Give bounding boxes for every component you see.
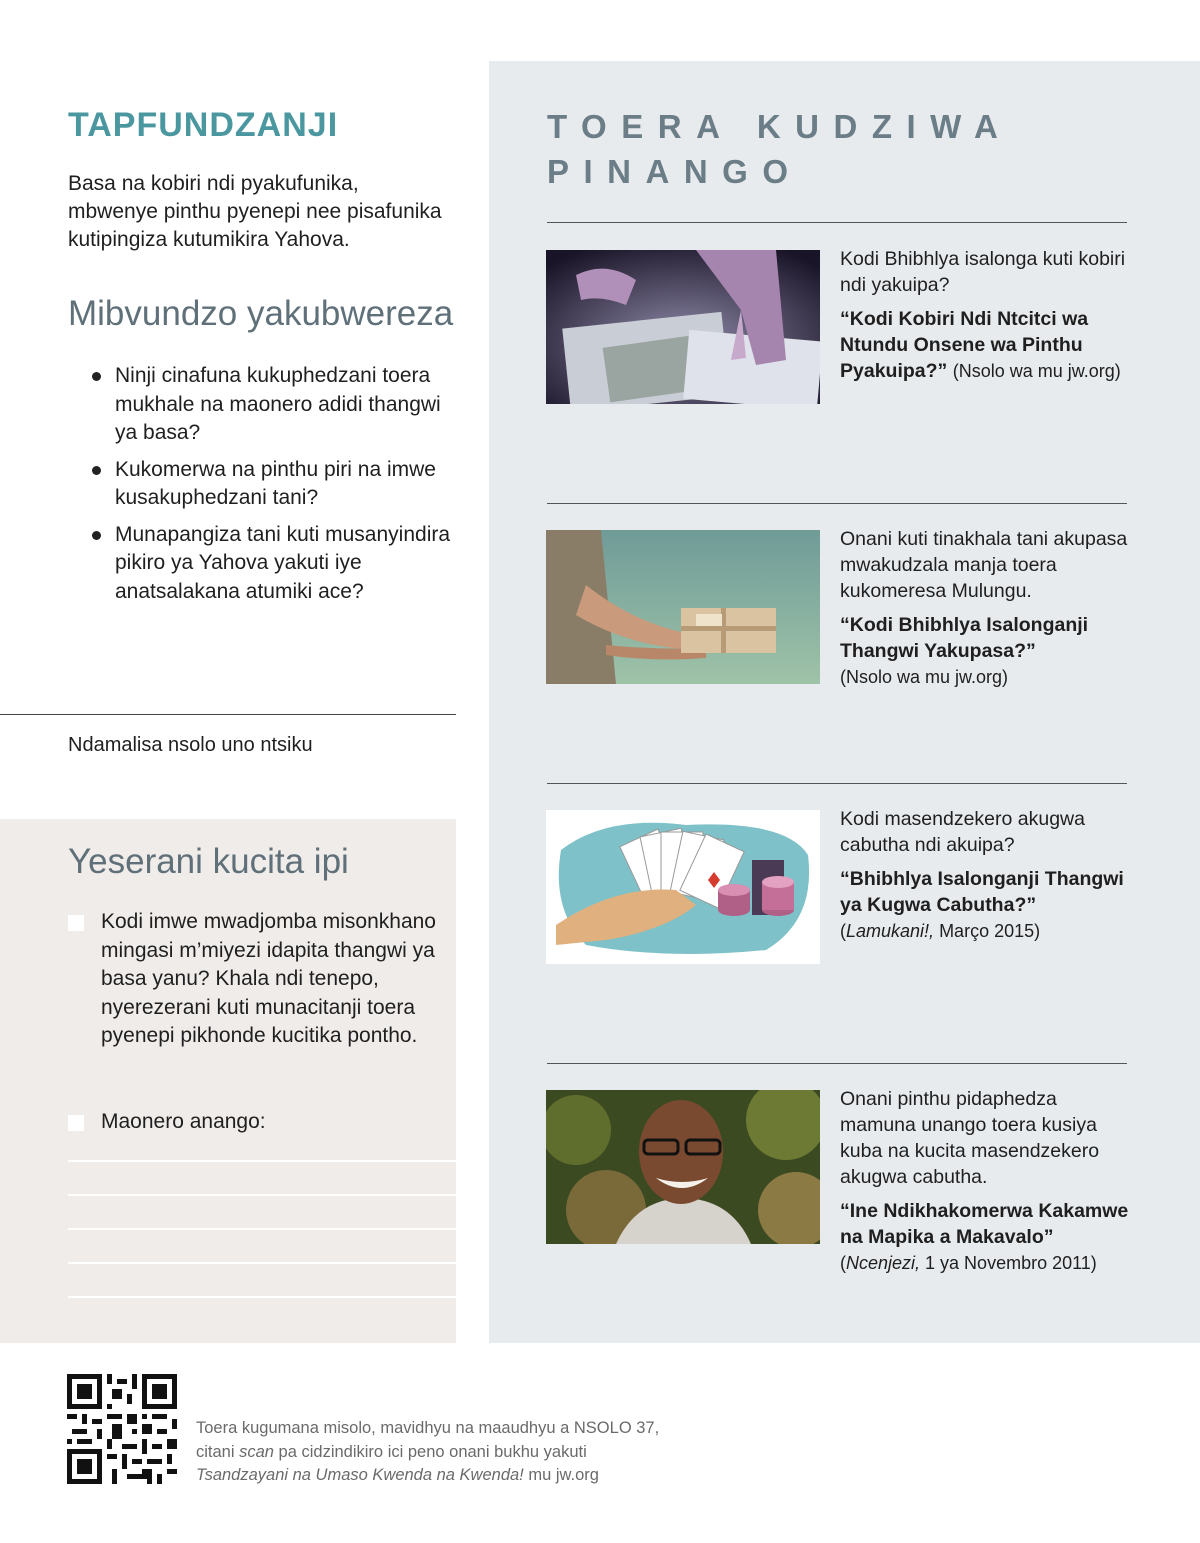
footer-line2-post: pa cidzindikiro ici peno onani bukhu yakuti [273,1442,587,1461]
publication-name: Lamukani!, [846,921,935,941]
writing-line[interactable] [68,1194,456,1196]
footer-line1: Toera kugumana misolo, mavidhyu na maaudhyu a NSOLO 37, [196,1419,660,1437]
reference-intro: Onani kuti tinakhala tani akupasa mwakudzala manja toera kukomeresa Mulungu. [840,528,1128,602]
review-questions-title: Mibvundzo yakubwereza [68,294,454,333]
reference-intro: Onani pinthu pidaphedza mamuna unango toera kusiya kuba na kucita masendzekero akugwa cabutha. [840,1088,1100,1188]
reference-intro: Kodi masendzekero akugwa cabutha ndi akuipa? [840,808,1085,856]
reference-link[interactable] [840,612,1132,690]
playing-cards-image [546,810,820,964]
reference-title: “Kodi Kobiri Ndi Ntcitci wa Ntundu Onsene wa Pinthu Pyakuipa?” [840,308,1089,382]
writing-line[interactable] [68,1160,456,1162]
reference-title: “Ine Ndikhakomerwa Kakamwe na Mapika a Makavalo” [840,1200,1129,1248]
reference-link[interactable] [840,866,1132,944]
other-goal-label: Maonero anango: [101,1110,266,1133]
review-question [92,521,452,607]
try-this-title: Yeserani kucita ipi [68,842,349,881]
review-question-text: Munapangiza tani kuti musanyindira pikiro ya Yahova yakuti iye anatsalakana atumiki ace? [115,522,451,603]
footer-book-title: Tsandzayani na Umaso Kwenda na Kwenda! [196,1466,524,1484]
reference-source: (Ncenjezi, 1 ya Novembro 2011) [840,1253,1097,1273]
reference-title: “Bhibhlya Isalonganji Thangwi ya Kugwa Cabutha?” [840,868,1124,916]
publication-date: Março 2015) [934,921,1041,941]
review-question [92,362,452,448]
review-question [92,456,452,513]
review-question-text: Ninji cinafuna kukuphedzani toera mukhale na maonero adidi thangwi ya basa? [115,364,441,444]
checkbox[interactable] [68,915,84,931]
try-this-panel [0,819,456,1343]
reference-title: “Kodi Bhibhlya Isalonganji Thangwi Yakupasa?” [840,614,1089,662]
reference-intro: Kodi Bhibhlya isalonga kuti kobiri ndi yakuipa? [840,248,1126,296]
publication-date: 1 ya Novembro 2011) [920,1253,1097,1273]
bullet-icon [92,531,101,540]
summary-text: Basa na kobiri ndi pyakufunika, mbwenye pinthu pyenepi nee pisafunika kutipingiza kutumikira Yahova. [68,172,442,251]
reference-source: (Nsolo wa mu jw.org) [952,361,1121,381]
finished-date-label: Ndamalisa nsolo uno ntsiku [68,734,313,756]
divider [0,714,456,715]
reference-link[interactable] [840,1198,1132,1276]
footer-text [196,1417,756,1488]
gift-giving-image [546,530,820,684]
review-questions-list [92,362,452,614]
explore-title-line2: PINANGO [547,153,803,190]
explore-title-line1: TOERA KUDZIWA [547,108,1013,145]
checkbox[interactable] [68,1115,84,1131]
divider [547,222,1127,223]
footer-line2-em: scan [239,1442,274,1461]
publication-name: Ncenjezi, [846,1253,921,1273]
qr-code-icon[interactable] [67,1374,177,1484]
footer-line3-post: mu jw.org [523,1466,599,1484]
writing-line[interactable] [68,1228,456,1230]
summary-title: TAPFUNDZANJI [68,106,339,144]
footer-line2-pre: citani [196,1442,240,1461]
review-question-text: Kukomerwa na pinthu piri na imwe kusakuphedzani tani? [115,457,436,509]
bullet-icon [92,372,101,381]
reference-source: (Nsolo wa mu jw.org) [840,667,1009,687]
smiling-man-image [546,1090,820,1244]
explore-title [547,104,1107,194]
reference-link[interactable] [840,306,1132,384]
try-item-text: Kodi imwe mwadjomba misonkhano mingasi m’miyezi idapita thangwi ya basa yanu? Khala ndi tenepo, nyerezerani kuti munacitanji toera pyenepi pikhonde kucitika pontho. [101,910,436,1047]
money-hands-image [546,250,820,404]
divider [547,783,1127,784]
divider [547,1063,1127,1064]
reference-source: (Lamukani!, Março 2015) [840,921,1041,941]
divider [547,503,1127,504]
bullet-icon [92,466,101,475]
writing-line[interactable] [68,1296,456,1298]
writing-line[interactable] [68,1262,456,1264]
